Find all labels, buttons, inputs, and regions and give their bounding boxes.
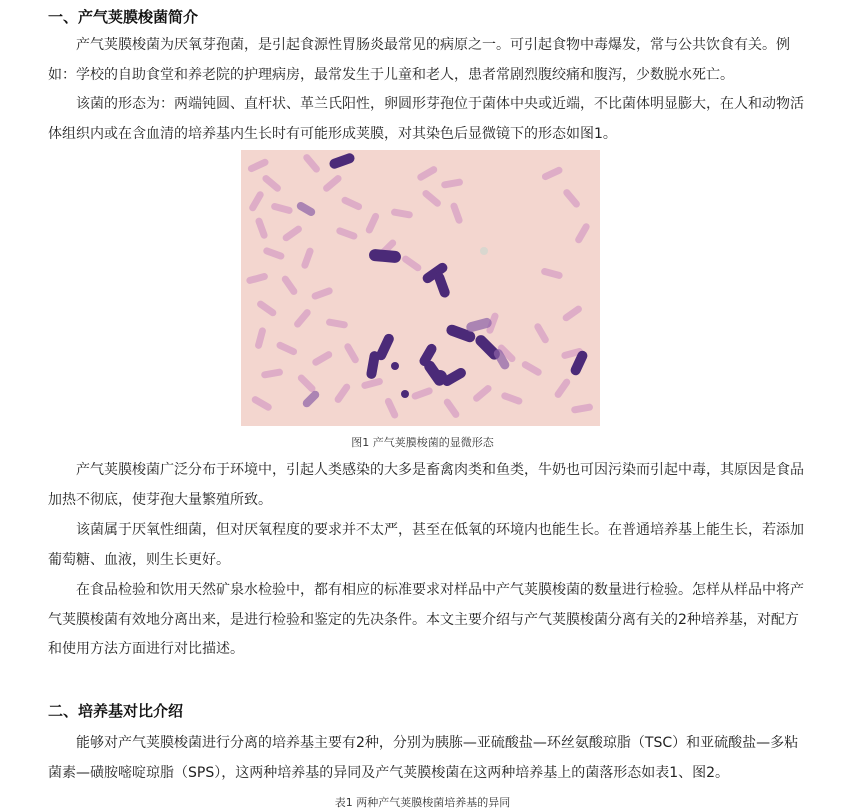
section-2-heading: 二、培养基对比介绍 <box>48 702 184 720</box>
anaerobic-paragraph: 该菌属于厌氧性细菌，但对厌氧程度的要求并不太严，甚至在低氧的环境内也能生长。在普通培养基上能生长，若添加葡萄糖、血液，则生长更好。 <box>48 522 804 568</box>
testing-paragraph: 在食品检验和饮用天然矿泉水检验中，都有相应的标准要求对样品中产气荚膜梭菌的数量进行检验。怎样从样品中将产气荚膜梭菌有效地分离出来，是进行检验和鉴定的先决条件。本文主要介绍与产气荚膜梭菌分离有关的2种培养基，对配方和使用方法方面进行对比描述。 <box>48 582 804 657</box>
figure-1-caption: 图1 产气荚膜梭菌的显微形态 <box>351 436 494 449</box>
media-paragraph: 能够对产气荚膜梭菌进行分离的培养基主要有2种，分别为胰胨—亚硫酸盐—环丝氨酸琼脂（TSC）和亚硫酸盐—多粘菌素—磺胺嘧啶琼脂（SPS），这两种培养基的异同及产气荚膜梭菌在这两种培养基上的菌落形态如表1、图2。 <box>48 735 799 781</box>
section-1-heading: 一、产气荚膜梭菌简介 <box>48 8 199 26</box>
morphology-paragraph: 该菌的形态为：两端钝圆、直杆状、革兰氏阳性，卵圆形芽孢位于菌体中央或近端，不比菌体明显膨大，在人和动物活体组织内或在含血清的培养基内生长时有可能形成荚膜，对其染色后显微镜下的形态如图1。 <box>48 96 804 142</box>
distribution-paragraph: 产气荚膜梭菌广泛分布于环境中，引起人类感染的大多是畜禽肉类和鱼类，牛奶也可因污染而引起中毒，其原因是食品加热不彻底，使芽孢大量繁殖所致。 <box>48 462 804 508</box>
micrograph-image <box>241 150 600 426</box>
table-1-caption: 表1 两种产气荚膜梭菌培养基的异同 <box>334 796 511 809</box>
intro-paragraph: 产气荚膜梭菌为厌氧芽孢菌，是引起食源性胃肠炎最常见的病原之一。可引起食物中毒爆发，常与公共饮食有关。例如：学校的自助食堂和养老院的护理病房，最常发生于儿童和老人，患者常剧烈腹绞痛和腹泻，少数脱水死亡。 <box>48 37 790 83</box>
